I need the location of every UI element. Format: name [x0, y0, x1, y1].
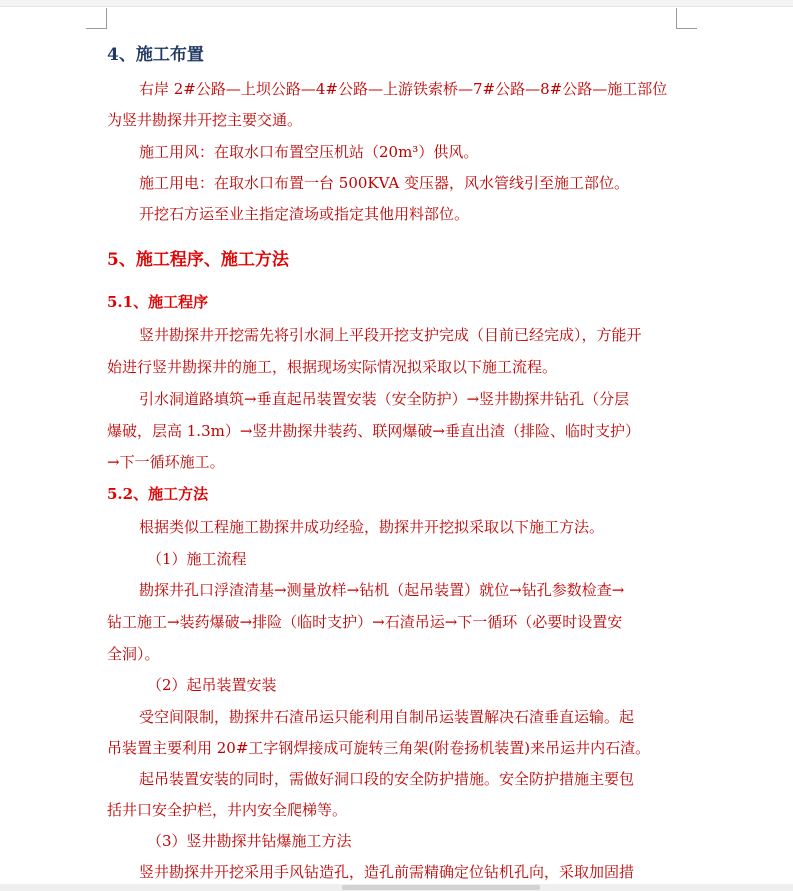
- crop-mark-left: [86, 8, 107, 29]
- item-1-title: （1）施工流程: [147, 550, 247, 568]
- section-5-1-p1-line2: 始进行竖井勘探井的施工，根据现场实际情况拟采取以下施工流程。: [107, 358, 558, 376]
- section-4-p4: 开挖石方运至业主指定渣场或指定其他用料部位。: [139, 205, 470, 223]
- crop-mark-right: [676, 8, 697, 29]
- item-2-p2-line1: 起吊装置安装的同时，需做好洞口段的安全防护措施。安全防护措施主要包: [139, 770, 635, 788]
- section-4-p1-line2: 为竖井勘探井开挖主要交通。: [107, 111, 303, 129]
- scrollbar-thumb[interactable]: [342, 885, 540, 890]
- item-2-p1-line2: 吊装置主要利用 20#工字钢焊接成可旋转三角架(附卷扬机装置)来吊运井内石渣。: [107, 739, 651, 757]
- item-1-line3: 全洞）。: [107, 645, 160, 663]
- item-1-line2: 钻工施工→装药爆破→排险（临时支护）→石渣吊运→下一循环（必要时设置安: [107, 613, 623, 631]
- section-5-1-p1-line1: 竖井勘探井开挖需先将引水洞上平段开挖支护完成（目前已经完成），方能开: [139, 326, 642, 344]
- section-5-1-heading: 5.1、施工程序: [107, 293, 209, 311]
- item-3-line1: 竖井勘探井开挖采用手风钻造孔，造孔前需精确定位钻机孔向，采取加固措: [139, 863, 635, 881]
- page-top-edge: [0, 0, 793, 7]
- section-4-p3: 施工用电：在取水口布置一台 500KVA 变压器，风水管线引至施工部位。: [139, 174, 630, 192]
- item-2-p1-line1: 受空间限制，勘探井石渣吊运只能利用自制吊运装置解决石渣垂直运输。起: [139, 708, 635, 726]
- section-5-2-intro: 根据类似工程施工勘探井成功经验，勘探井开挖拟采取以下施工方法。: [139, 518, 605, 536]
- section-5-1-p2-line1: 引水洞道路填筑→垂直起吊装置安装（安全防护）→竖井勘探井钻孔（分层: [139, 390, 630, 408]
- section-4-p1-line1: 右岸 2#公路—上坝公路—4#公路—上游铁索桥—7#公路—8#公路—施工部位: [139, 80, 668, 98]
- section-4-p2: 施工用风：在取水口布置空压机站（20m³）供风。: [139, 143, 479, 161]
- section-5-1-p2-line2: 爆破，层高 1.3m）→竖井勘探井装药、联网爆破→垂直出渣（排险、临时支护）: [107, 422, 640, 440]
- section-5-heading: 5、施工程序、施工方法: [107, 250, 289, 270]
- item-3-title: （3）竖井勘探井钻爆施工方法: [147, 832, 352, 850]
- section-5-2-heading: 5.2、施工方法: [107, 485, 209, 503]
- item-2-p2-line2: 括井口安全护栏，井内安全爬梯等。: [107, 801, 348, 819]
- section-5-1-p2-line3: →下一循环施工。: [107, 453, 225, 471]
- horizontal-scrollbar[interactable]: [0, 884, 793, 891]
- section-4-heading: 4、施工布置: [107, 45, 204, 65]
- item-1-line1: 勘探井孔口浮渣清基→测量放样→钻机（起吊装置）就位→钻孔参数检查→: [139, 581, 625, 599]
- item-2-title: （2）起吊装置安装: [147, 676, 277, 694]
